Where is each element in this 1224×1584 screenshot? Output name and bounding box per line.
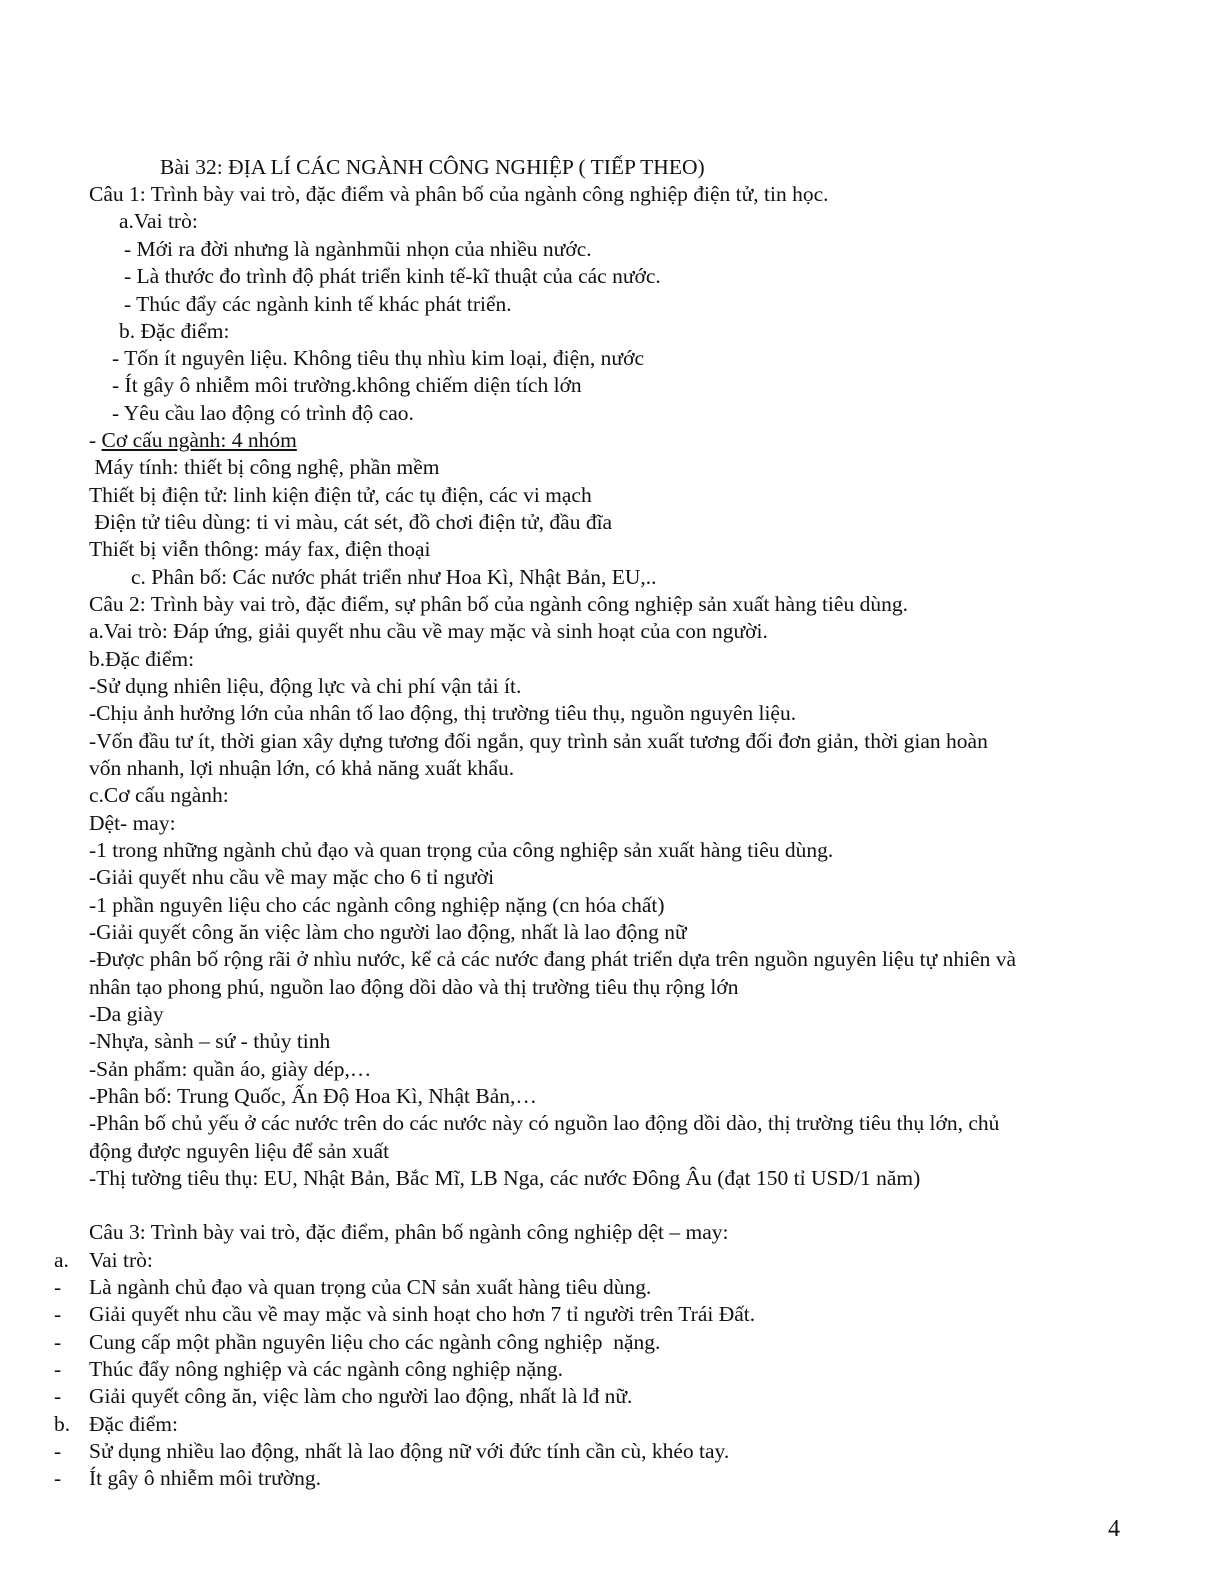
list-text: Ít gây ô nhiễm môi trường.	[89, 1466, 322, 1490]
q2-line: a.Vai trò: Đáp ứng, giải quyết nhu cầu về may mặc và sinh hoạt của con người.	[89, 619, 768, 643]
q2-line: Dệt- may:	[89, 811, 176, 835]
q2-line: -Phân bố chủ yếu ở các nước trên do các nước này có nguồn lao động dồi dào, thị trường tiêu thụ lớn, chủ	[89, 1111, 1000, 1135]
list-text: Sử dụng nhiều lao động, nhất là lao động nữ với đức tính cần cù, khéo tay.	[89, 1439, 730, 1463]
q1-a-item: - Thúc đẩy các ngành kinh tế khác phát triển.	[124, 292, 512, 316]
q1-c-label: c. Phân bố: Các nước phát triển như Hoa Kì, Nhật Bản, EU,..	[131, 565, 657, 589]
q2-line: -1 trong những ngành chủ đạo và quan trọng của công nghiệp sản xuất hàng tiêu dùng.	[89, 838, 834, 862]
q1-structure-line	[89, 427, 297, 454]
q2-line: -Giải quyết nhu cầu về may mặc cho 6 tỉ người	[89, 865, 495, 889]
q2-line: c.Cơ cấu ngành:	[89, 783, 229, 807]
q1-structure-label: Cơ cấu ngành: 4 nhóm	[101, 428, 297, 452]
q1-b-item: - Yêu cầu lao động có trình độ cao.	[112, 401, 414, 425]
q1-a-item: - Là thước đo trình độ phát triển kinh tế-kĩ thuật của các nước.	[124, 264, 661, 288]
q1-group: Điện tử tiêu dùng: ti vi màu, cát sét, đồ chơi điện tử, đầu đĩa	[89, 510, 613, 534]
q2-line: b.Đặc điểm:	[89, 647, 195, 671]
list-text: Đặc điểm:	[89, 1412, 178, 1436]
q2-line: -Phân bố: Trung Quốc, Ấn Độ Hoa Kì, Nhật Bản,…	[89, 1084, 537, 1108]
q1-a-item: - Mới ra đời nhưng là ngànhmũi nhọn của nhiều nước.	[124, 237, 592, 261]
q1-b-item: - Ít gây ô nhiễm môi trường.không chiếm diện tích lớn	[112, 373, 582, 397]
list-marker: -	[54, 1302, 62, 1326]
q1-b-item: - Tốn ít nguyên liệu. Không tiêu thụ nhìu kim loại, điện, nước	[112, 346, 644, 370]
list-text: Cung cấp một phần nguyên liệu cho các ngành công nghiệp nặng.	[89, 1330, 661, 1354]
list-text: Là ngành chủ đạo và quan trọng của CN sản xuất hàng tiêu dùng.	[89, 1275, 652, 1299]
q1-group: Máy tính: thiết bị công nghệ, phần mềm	[89, 455, 440, 479]
q2-line: -Vốn đầu tư ít, thời gian xây dựng tương đối ngắn, quy trình sản xuất tương đối đơn giản, thời gian hoàn	[89, 729, 988, 753]
list-marker: a.	[54, 1248, 69, 1272]
q1-b-label: b. Đặc điểm:	[119, 319, 230, 343]
q2-line: -Sản phẩm: quần áo, giày dép,…	[89, 1057, 372, 1081]
q1-group: Thiết bị viễn thông: máy fax, điện thoại	[89, 537, 431, 561]
list-text: Giải quyết nhu cầu về may mặc và sinh hoạt cho hơn 7 tỉ người trên Trái Đất.	[89, 1302, 756, 1326]
q2-line: động được nguyên liệu để sản xuất	[89, 1139, 390, 1163]
page-number: 4	[1108, 1516, 1120, 1542]
q2-line: -Được phân bố rộng rãi ở nhìu nước, kể cả các nước đang phát triển dựa trên nguồn nguyên liệu tự nhiên và	[89, 947, 1017, 971]
q2-line: vốn nhanh, lợi nhuận lớn, có khả năng xuất khẩu.	[89, 756, 515, 780]
q2-line: -Giải quyết công ăn việc làm cho người lao động, nhất là lao động nữ	[89, 920, 687, 944]
q2-line: -Thị tường tiêu thụ: EU, Nhật Bản, Bắc Mĩ, LB Nga, các nước Đông Âu (đạt 150 tỉ USD/1 năm)	[89, 1166, 921, 1190]
q2-line: -Da giày	[89, 1002, 164, 1026]
q2-line: -Chịu ảnh hưởng lớn của nhân tố lao động, thị trường tiêu thụ, nguồn nguyên liệu.	[89, 701, 797, 725]
list-marker: -	[54, 1466, 62, 1490]
list-text: Thúc đẩy nông nghiệp và các ngành công nghiệp nặng.	[89, 1357, 564, 1381]
q2-line: -1 phần nguyên liệu cho các ngành công nghiệp nặng (cn hóa chất)	[89, 893, 665, 917]
q1-group: Thiết bị điện tử: linh kiện điện tử, các tụ điện, các vi mạch	[89, 483, 592, 507]
q2-line: -Sử dụng nhiên liệu, động lực và chi phí vận tải ít.	[89, 674, 522, 698]
list-marker: -	[54, 1357, 62, 1381]
list-marker: -	[54, 1384, 62, 1408]
list-text: Vai trò:	[89, 1248, 153, 1272]
q1-a-label: a.Vai trò:	[119, 209, 198, 233]
q2-heading: Câu 2: Trình bày vai trò, đặc điểm, sự phân bố của ngành công nghiệp sản xuất hàng tiêu dùng.	[89, 592, 908, 616]
lesson-title: Bài 32: ĐỊA LÍ CÁC NGÀNH CÔNG NGHIỆP ( TIẾP THEO)	[160, 155, 705, 179]
q1-structure-dash: -	[89, 428, 102, 452]
list-marker: -	[54, 1439, 62, 1463]
q3-heading: Câu 3: Trình bày vai trò, đặc điểm, phân bố ngành công nghiệp dệt – may:	[89, 1220, 729, 1244]
list-text: Giải quyết công ăn, việc làm cho người lao động, nhất là lđ nữ.	[89, 1384, 633, 1408]
list-marker: -	[54, 1330, 62, 1354]
q2-line: nhân tạo phong phú, nguồn lao động dồi dào và thị trường tiêu thụ rộng lớn	[89, 975, 739, 999]
q1-heading: Câu 1: Trình bày vai trò, đặc điểm và phân bố của ngành công nghiệp điện tử, tin học.	[89, 182, 829, 206]
q2-line: -Nhựa, sành – sứ - thủy tinh	[89, 1029, 331, 1053]
list-marker: b.	[54, 1412, 71, 1436]
list-marker: -	[54, 1275, 62, 1299]
